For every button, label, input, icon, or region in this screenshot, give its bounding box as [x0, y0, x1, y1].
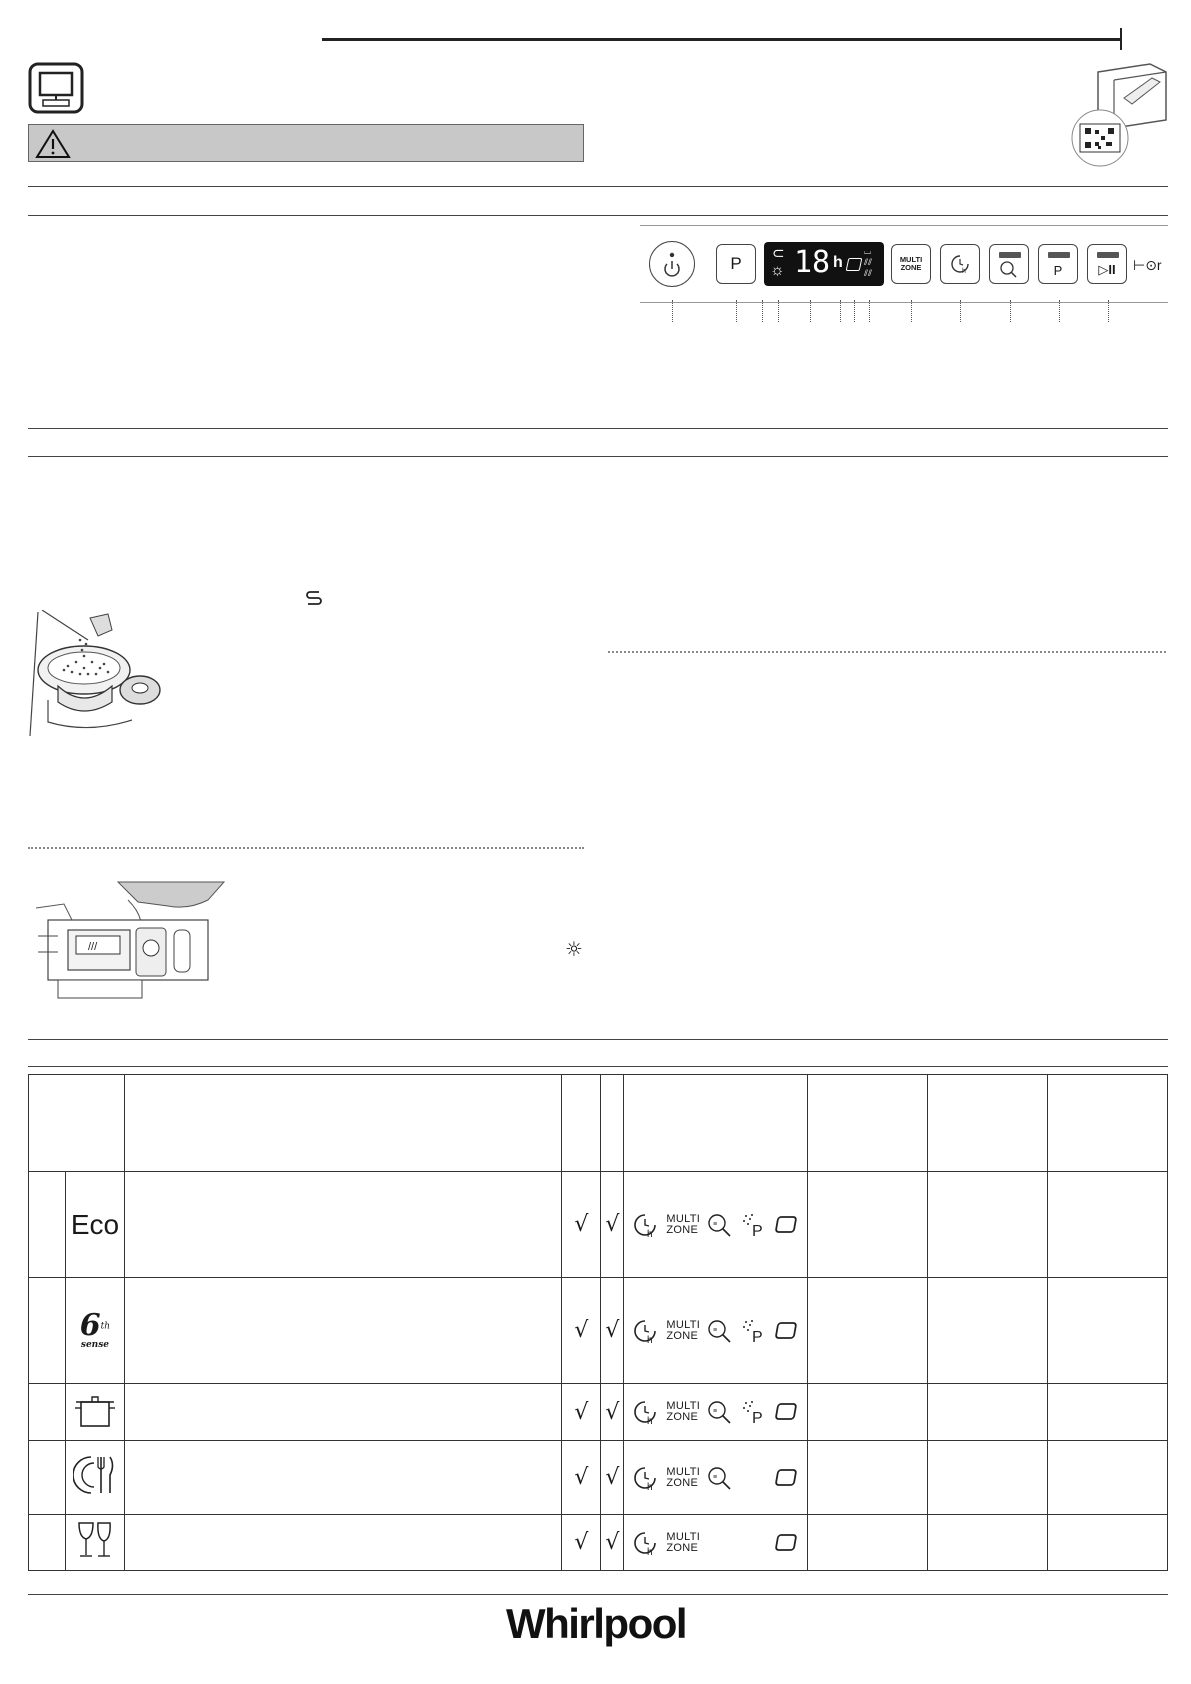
start-pause-button[interactable]: [1087, 244, 1127, 284]
header-rule-end: [1120, 28, 1122, 50]
powerclean-icon: [740, 1399, 768, 1425]
svg-text:P: P: [752, 1328, 763, 1344]
warning-bar: [28, 124, 584, 162]
table-row: [29, 1278, 1168, 1384]
options-cell: [624, 1441, 808, 1515]
data-cell: [1048, 1515, 1168, 1571]
start-pause-led: [1097, 252, 1119, 258]
pot-icon: [73, 1390, 117, 1430]
powerclean-label: P: [1053, 262, 1063, 278]
salt-filling-illustration: [28, 610, 168, 740]
header-cell: [1048, 1075, 1168, 1172]
powerclean-button[interactable]: [1038, 244, 1078, 284]
display-digits: 18: [794, 245, 831, 280]
rinse-aid-symbol: ☼: [565, 937, 583, 961]
description-cell: [124, 1441, 562, 1515]
options-cell: [624, 1278, 808, 1384]
program-6th-sense-icon: 6th sense: [79, 1308, 111, 1350]
intensive-wash-icon: [706, 1399, 734, 1425]
display-unit: h: [833, 254, 843, 271]
program-cell: [65, 1441, 124, 1515]
check-cell: √: [562, 1384, 601, 1441]
data-cell: [808, 1172, 928, 1278]
callout-line: [854, 300, 855, 322]
data-cell: [808, 1384, 928, 1441]
intensive-wash-icon: [706, 1465, 734, 1491]
tablet-icon: [774, 1466, 802, 1490]
callout-line: [672, 300, 673, 322]
intensive-wash-button[interactable]: [989, 244, 1029, 284]
check-cell: √: [562, 1515, 601, 1571]
section-rule: [28, 1039, 1168, 1040]
intensive-wash-icon: [706, 1212, 734, 1238]
intensive-led: [999, 252, 1021, 258]
delay-start-icon: [632, 1399, 660, 1425]
program-cell: [65, 1172, 124, 1278]
svg-text:h: h: [647, 1334, 653, 1344]
panel-top-rule: [640, 225, 1168, 226]
footer-rule: [28, 1594, 1168, 1595]
intensive-wash-icon: [999, 260, 1019, 278]
intensive-wash-icon: [706, 1318, 734, 1344]
program-label: P: [730, 254, 742, 273]
callout-line: [869, 300, 870, 322]
key-lock-icon: ⊢⊙r: [1133, 257, 1162, 273]
options-cell: [624, 1172, 808, 1278]
header-rule: [322, 38, 1122, 41]
description-cell: [124, 1515, 562, 1571]
delay-start-icon: [632, 1212, 660, 1238]
brand-logo-text: Whirlpool: [505, 1600, 687, 1647]
table-row: [29, 1441, 1168, 1515]
callout-line: [736, 300, 737, 322]
check-cell: √: [562, 1278, 601, 1384]
callout-line: [810, 300, 811, 322]
warning-triangle-icon: [35, 129, 71, 159]
callout-line: [911, 300, 912, 322]
power-button[interactable]: [649, 241, 695, 287]
rack-indicator-icon: ⌴ ⫽⫽ ⫽⫽: [864, 246, 873, 278]
header-cell: [624, 1075, 808, 1172]
description-cell: [124, 1278, 562, 1384]
tablet-icon: [774, 1213, 802, 1237]
callout-line: [840, 300, 841, 322]
header-cell: [124, 1075, 562, 1172]
callout-line: [762, 300, 763, 322]
svg-text:≡: ≡: [713, 1473, 718, 1481]
data-cell: [1048, 1278, 1168, 1384]
callout-line: [1059, 300, 1060, 322]
powerclean-icon: [740, 1212, 768, 1238]
brand-logo: [500, 1600, 692, 1660]
table-header-row: [29, 1075, 1168, 1172]
data-cell: [1048, 1172, 1168, 1278]
svg-text:P: P: [752, 1410, 763, 1425]
tablet-icon: [774, 1319, 802, 1343]
callout-line: [1108, 300, 1109, 322]
check-cell: √: [562, 1441, 601, 1515]
data-cell: [1048, 1384, 1168, 1441]
delay-start-icon: [949, 253, 971, 275]
salt-indicator-icon: ⊂: [772, 245, 785, 262]
svg-text:h: h: [647, 1546, 653, 1556]
start-pause-label: ▷II: [1098, 262, 1116, 277]
tablet-icon: [774, 1400, 802, 1424]
multizone-icon: MULTI ZONE: [666, 1318, 701, 1342]
section-rule: [28, 1066, 1168, 1067]
check-cell: √: [601, 1384, 624, 1441]
panel-bottom-rule: [640, 302, 1168, 303]
header-cell: [562, 1075, 601, 1172]
multizone-icon: MULTI ZONE: [666, 1465, 701, 1489]
row-number-cell: [29, 1515, 66, 1571]
data-cell: [928, 1172, 1048, 1278]
section-rule: [28, 428, 1168, 429]
section-rule: [28, 186, 1168, 187]
header-cell: [928, 1075, 1048, 1172]
multizone-icon: MULTI ZONE: [666, 1400, 701, 1423]
callout-line: [1010, 300, 1011, 322]
program-button[interactable]: [716, 244, 756, 284]
dotted-separator: [608, 651, 1166, 653]
tablet-indicator-icon: [846, 258, 863, 271]
svg-text:h: h: [647, 1416, 653, 1425]
powerclean-led: [1048, 252, 1070, 258]
svg-text:P: P: [752, 1222, 763, 1238]
callout-line: [778, 300, 779, 322]
table-row: [29, 1172, 1168, 1278]
multizone-icon: MULTI ZONE: [666, 1530, 701, 1554]
header-cell: [601, 1075, 624, 1172]
salt-symbol: [304, 588, 324, 608]
callout-line: [960, 300, 961, 322]
header-cell: [29, 1075, 125, 1172]
multizone-button[interactable]: [891, 244, 931, 284]
section-rule: [28, 215, 1168, 216]
svg-text:h: h: [647, 1481, 653, 1491]
row-number-cell: [29, 1384, 66, 1441]
svg-text:h: h: [647, 1228, 653, 1238]
options-cell: [624, 1515, 808, 1571]
svg-text:≡: ≡: [713, 1220, 718, 1228]
detergent-dispenser-illustration: [28, 880, 228, 1000]
svg-text:///: ///: [88, 941, 98, 953]
powerclean-icon: [740, 1318, 768, 1344]
svg-text:h: h: [962, 268, 966, 275]
multizone-icon: MULTI ZONE: [666, 1212, 701, 1236]
qr-code-icon: [1068, 58, 1168, 170]
check-cell: √: [601, 1515, 624, 1571]
options-cell: [624, 1384, 808, 1441]
data-cell: [928, 1515, 1048, 1571]
check-cell: √: [601, 1441, 624, 1515]
delay-start-icon: [632, 1530, 660, 1556]
row-number-cell: [29, 1441, 66, 1515]
program-table: [28, 1074, 1168, 1571]
program-cell: [65, 1278, 124, 1384]
svg-text:≡: ≡: [713, 1326, 718, 1334]
delay-start-button[interactable]: [940, 244, 980, 284]
data-cell: [808, 1515, 928, 1571]
data-cell: [808, 1441, 928, 1515]
rinse-indicator-icon: ☼: [770, 262, 785, 279]
data-cell: [808, 1278, 928, 1384]
plate-cutlery-icon: [73, 1453, 117, 1497]
table-row: [29, 1384, 1168, 1441]
check-cell: √: [601, 1172, 624, 1278]
multizone-label: MULTI ZONE: [899, 255, 923, 272]
delay-start-icon: [632, 1318, 660, 1344]
data-cell: [928, 1384, 1048, 1441]
row-number-cell: [29, 1172, 66, 1278]
power-icon: [650, 242, 694, 286]
tablet-icon: [774, 1531, 802, 1555]
table-row: [29, 1515, 1168, 1571]
delay-start-icon: [632, 1465, 660, 1491]
svg-text:≡: ≡: [713, 1408, 718, 1415]
row-number-cell: [29, 1278, 66, 1384]
check-cell: √: [601, 1278, 624, 1384]
program-cell: [65, 1384, 124, 1441]
display: [764, 242, 884, 286]
description-cell: [124, 1384, 562, 1441]
dotted-separator: [28, 847, 584, 849]
check-cell: √: [562, 1172, 601, 1278]
header-cell: [808, 1075, 928, 1172]
monitor-icon: [28, 62, 84, 114]
data-cell: [1048, 1441, 1168, 1515]
program-cell: [65, 1515, 124, 1571]
program-eco-label: Eco: [70, 1208, 120, 1240]
description-cell: [124, 1172, 562, 1278]
data-cell: [928, 1441, 1048, 1515]
wine-glasses-icon: [73, 1519, 117, 1561]
data-cell: [928, 1278, 1048, 1384]
section-rule: [28, 456, 1168, 457]
